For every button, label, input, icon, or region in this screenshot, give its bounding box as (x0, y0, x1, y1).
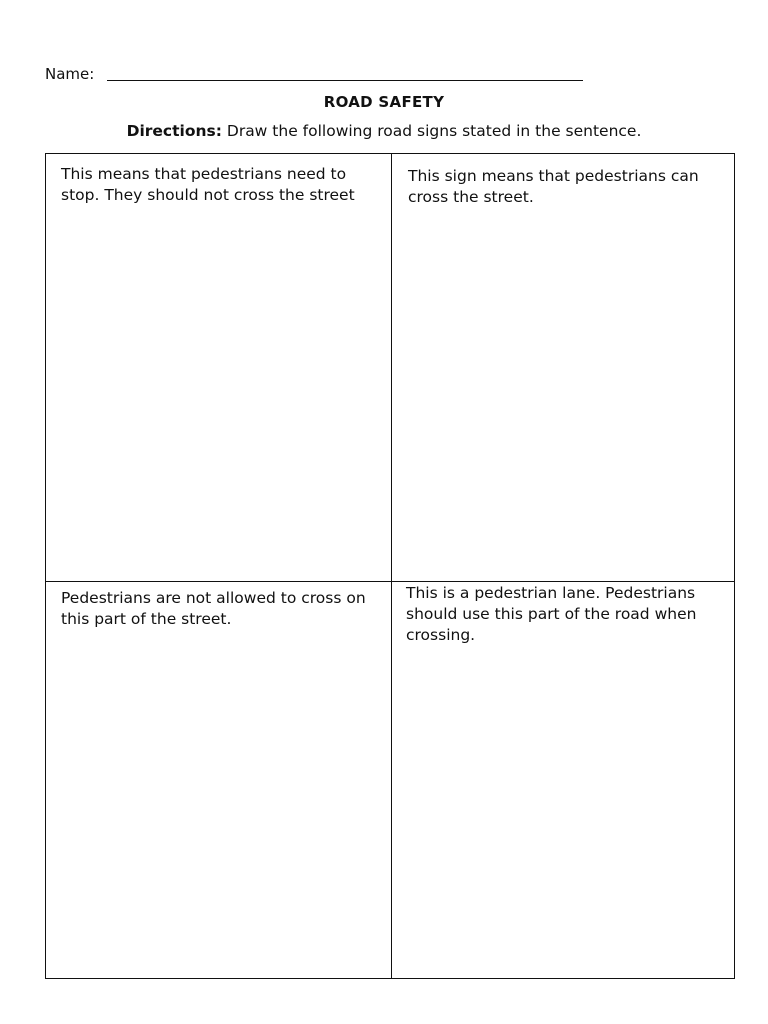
directions (0, 122, 768, 140)
directions-text: Draw the following road signs stated in the sentence. (221, 122, 642, 140)
worksheet-title: ROAD SAFETY (323, 93, 445, 111)
name-blank-line[interactable] (107, 80, 583, 81)
cell-cross-text: This sign means that pedestrians can cross the street. (408, 167, 699, 206)
name-label: Name: (45, 65, 95, 83)
cell-stop-text: This means that pedestrians need to stop. They should not cross the street (61, 165, 355, 204)
cell-no-crossing-text: Pedestrians are not allowed to cross on this part of the street. (61, 589, 366, 628)
cell-pedestrian-lane-text: This is a pedestrian lane. Pedestrians should use this part of the road when crossing. (406, 584, 697, 644)
name-field-row (45, 63, 585, 85)
drawing-grid (45, 153, 735, 979)
directions-label: Directions: (126, 122, 222, 140)
grid-vertical-divider (391, 154, 392, 978)
grid-horizontal-divider (46, 581, 734, 582)
